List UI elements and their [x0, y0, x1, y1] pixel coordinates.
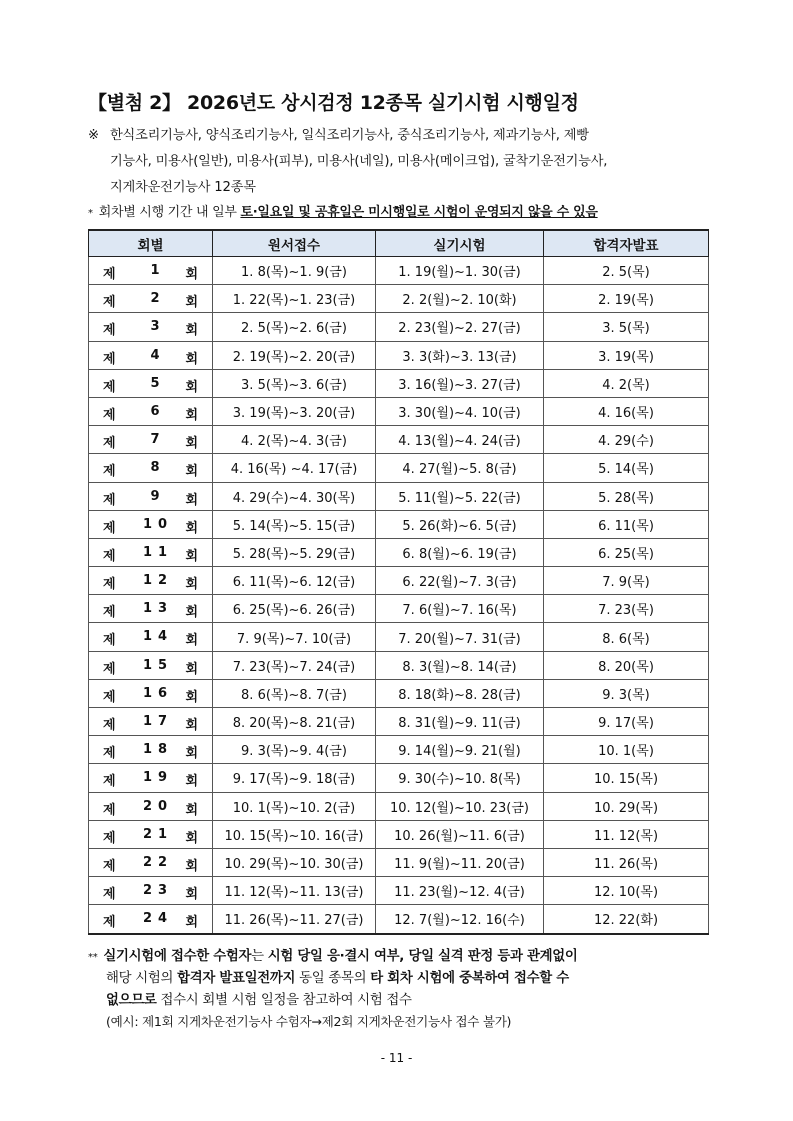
result-date: 4. 29(수)	[544, 426, 709, 454]
header-round: 회별	[89, 230, 213, 257]
result-date: 2. 5(목)	[544, 257, 709, 285]
exam-period: 8. 3(월)~8. 14(금)	[376, 651, 544, 679]
round-cell	[89, 708, 213, 736]
holiday-note-bold: 토·일요일 및 공휴일은 미시행일로 시험이 운영되지 않을 수 있음	[240, 205, 598, 220]
round-prefix: 제	[103, 464, 116, 480]
table-header-row	[89, 230, 709, 257]
round-cell	[89, 567, 213, 595]
round-number: 11	[142, 544, 174, 560]
round-cell	[89, 623, 213, 651]
footnote-line-3: 없으므로 접수시 회별 시험 일정을 참고하여 시험 접수	[106, 993, 412, 1008]
round-prefix: 제	[103, 689, 116, 705]
round-suffix: 회	[185, 548, 198, 564]
result-date: 4. 2(목)	[544, 369, 709, 397]
application-period: 10. 1(목)~10. 2(금)	[213, 792, 376, 820]
round-prefix: 제	[103, 774, 116, 790]
round-cell	[89, 877, 213, 905]
exam-period: 7. 6(월)~7. 16(목)	[376, 595, 544, 623]
round-prefix: 제	[103, 633, 116, 649]
round-number: 2	[150, 291, 166, 307]
result-date: 6. 25(목)	[544, 538, 709, 566]
application-period: 4. 16(목) ~4. 17(금)	[213, 454, 376, 482]
round-number: 4	[150, 347, 166, 363]
round-suffix: 회	[185, 520, 198, 536]
round-suffix: 회	[185, 605, 198, 621]
round-number: 13	[142, 601, 174, 617]
application-period: 1. 8(목)~1. 9(금)	[213, 257, 376, 285]
application-period: 2. 19(목)~2. 20(금)	[213, 341, 376, 369]
round-suffix: 회	[185, 887, 198, 903]
exam-period: 9. 14(월)~9. 21(월)	[376, 736, 544, 764]
table-row	[89, 679, 709, 707]
round-prefix: 제	[103, 746, 116, 762]
round-prefix: 제	[103, 577, 116, 593]
exam-period: 5. 11(월)~5. 22(금)	[376, 482, 544, 510]
round-prefix: 제	[103, 915, 116, 931]
round-prefix: 제	[103, 830, 116, 846]
table-row	[89, 567, 709, 595]
round-prefix: 제	[103, 887, 116, 903]
result-date: 12. 10(목)	[544, 877, 709, 905]
round-number: 3	[150, 319, 166, 335]
round-suffix: 회	[185, 492, 198, 508]
round-cell	[89, 341, 213, 369]
table-row	[89, 905, 709, 934]
round-suffix: 회	[185, 577, 198, 593]
header-result: 합격자발표	[544, 230, 709, 257]
round-suffix: 회	[185, 689, 198, 705]
round-cell	[89, 764, 213, 792]
table-row	[89, 764, 709, 792]
note-line-3: 지게차운전기능사 12종목	[110, 180, 256, 195]
round-number: 21	[142, 826, 174, 842]
table-row	[89, 426, 709, 454]
round-prefix: 제	[103, 267, 116, 282]
result-date: 7. 23(목)	[544, 595, 709, 623]
result-date: 11. 26(목)	[544, 848, 709, 876]
round-cell	[89, 397, 213, 425]
round-suffix: 회	[185, 915, 198, 931]
exam-period: 10. 26(월)~11. 6(금)	[376, 820, 544, 848]
header-application: 원서접수	[213, 230, 376, 257]
table-row	[89, 285, 709, 313]
round-suffix: 회	[185, 351, 198, 367]
application-period: 1. 22(목)~1. 23(금)	[213, 285, 376, 313]
holiday-note	[88, 201, 598, 220]
round-number: 12	[142, 573, 174, 589]
round-suffix: 회	[185, 267, 198, 282]
application-period: 11. 12(목)~11. 13(금)	[213, 877, 376, 905]
round-cell	[89, 369, 213, 397]
exam-period: 10. 12(월)~10. 23(금)	[376, 792, 544, 820]
round-prefix: 제	[103, 351, 116, 367]
table-row	[89, 595, 709, 623]
exam-period: 11. 23(월)~12. 4(금)	[376, 877, 544, 905]
document-title: 【별첨 2】 2026년도 상시검정 12종목 실기시험 시행일정	[88, 92, 579, 114]
round-cell	[89, 313, 213, 341]
table-row	[89, 820, 709, 848]
table-row	[89, 257, 709, 285]
footnote-line-1: ** 실기시험에 접수한 수험자는 시험 당일 응·결시 여부, 당일 실격 판정 등과 관계없이	[88, 949, 578, 964]
header-exam: 실기시험	[376, 230, 544, 257]
exam-period: 3. 16(월)~3. 27(금)	[376, 369, 544, 397]
result-date: 10. 15(목)	[544, 764, 709, 792]
round-suffix: 회	[185, 774, 198, 790]
table-row	[89, 397, 709, 425]
table-row	[89, 538, 709, 566]
round-prefix: 제	[103, 858, 116, 874]
application-period: 6. 11(목)~6. 12(금)	[213, 567, 376, 595]
round-prefix: 제	[103, 520, 116, 536]
double-asterisk-mark: **	[88, 952, 98, 963]
round-number: 20	[142, 798, 174, 814]
application-period: 10. 29(목)~10. 30(금)	[213, 848, 376, 876]
round-number: 23	[142, 883, 174, 899]
round-number: 1	[150, 263, 166, 278]
round-number: 6	[150, 403, 166, 419]
round-prefix: 제	[103, 379, 116, 395]
round-cell	[89, 510, 213, 538]
round-number: 15	[142, 657, 174, 673]
round-suffix: 회	[185, 830, 198, 846]
application-period: 4. 2(목)~4. 3(금)	[213, 426, 376, 454]
application-period: 6. 25(목)~6. 26(금)	[213, 595, 376, 623]
table-row	[89, 651, 709, 679]
round-cell	[89, 679, 213, 707]
holiday-note-plain: 회차별 시행 기간 내 일부	[98, 205, 241, 220]
round-cell	[89, 792, 213, 820]
result-date: 2. 19(목)	[544, 285, 709, 313]
exam-period: 1. 19(월)~1. 30(금)	[376, 257, 544, 285]
round-cell	[89, 848, 213, 876]
note-line-2: 기능사, 미용사(일반), 미용사(피부), 미용사(네일), 미용사(메이크업), 굴착기운전기능사,	[110, 154, 608, 169]
exam-period: 8. 31(월)~9. 11(금)	[376, 708, 544, 736]
round-suffix: 회	[185, 379, 198, 395]
round-number: 5	[150, 375, 166, 391]
round-number: 8	[150, 460, 166, 476]
result-date: 5. 28(목)	[544, 482, 709, 510]
application-period: 2. 5(목)~2. 6(금)	[213, 313, 376, 341]
round-suffix: 회	[185, 802, 198, 818]
round-suffix: 회	[185, 323, 198, 339]
result-date: 3. 19(목)	[544, 341, 709, 369]
round-cell	[89, 426, 213, 454]
result-date: 7. 9(목)	[544, 567, 709, 595]
exam-period: 9. 30(수)~10. 8(목)	[376, 764, 544, 792]
result-date: 9. 3(목)	[544, 679, 709, 707]
asterisk-mark: *	[88, 208, 93, 219]
round-number: 7	[150, 432, 166, 448]
round-prefix: 제	[103, 605, 116, 621]
table-row	[89, 369, 709, 397]
round-cell	[89, 454, 213, 482]
round-suffix: 회	[185, 718, 198, 733]
exam-period: 4. 27(월)~5. 8(금)	[376, 454, 544, 482]
round-number: 16	[142, 685, 174, 701]
exam-period: 8. 18(화)~8. 28(금)	[376, 679, 544, 707]
result-date: 3. 5(목)	[544, 313, 709, 341]
table-row	[89, 510, 709, 538]
schedule-table	[88, 229, 709, 935]
table-row	[89, 792, 709, 820]
round-suffix: 회	[185, 633, 198, 649]
round-prefix: 제	[103, 718, 116, 733]
round-number: 14	[142, 629, 174, 645]
application-period: 10. 15(목)~10. 16(금)	[213, 820, 376, 848]
exam-period: 5. 26(화)~6. 5(금)	[376, 510, 544, 538]
footnote-example: (예시: 제1회 지게차운전기능사 수험자→제2회 지게차운전기능사 접수 불가)	[106, 1014, 512, 1029]
round-prefix: 제	[103, 661, 116, 677]
exam-period: 6. 8(월)~6. 19(금)	[376, 538, 544, 566]
result-date: 11. 12(목)	[544, 820, 709, 848]
application-period: 8. 6(목)~8. 7(금)	[213, 679, 376, 707]
round-prefix: 제	[103, 436, 116, 452]
table-row	[89, 708, 709, 736]
exam-period: 3. 3(화)~3. 13(금)	[376, 341, 544, 369]
round-cell	[89, 482, 213, 510]
table-row	[89, 623, 709, 651]
table-row	[89, 877, 709, 905]
table-row	[89, 482, 709, 510]
round-number: 22	[142, 854, 174, 870]
result-date: 5. 14(목)	[544, 454, 709, 482]
application-period: 5. 14(목)~5. 15(금)	[213, 510, 376, 538]
round-cell	[89, 651, 213, 679]
result-date: 4. 16(목)	[544, 397, 709, 425]
round-number: 24	[142, 911, 174, 927]
round-prefix: 제	[103, 323, 116, 339]
exam-period: 3. 30(월)~4. 10(금)	[376, 397, 544, 425]
round-number: 10	[142, 516, 174, 532]
round-suffix: 회	[185, 858, 198, 874]
note-line-1: 한식조리기능사, 양식조리기능사, 일식조리기능사, 중식조리기능사, 제과기능사, 제빵	[110, 128, 589, 143]
table-row	[89, 454, 709, 482]
application-period: 7. 23(목)~7. 24(금)	[213, 651, 376, 679]
result-date: 6. 11(목)	[544, 510, 709, 538]
round-number: 17	[142, 714, 174, 729]
application-period: 8. 20(목)~8. 21(금)	[213, 708, 376, 736]
result-date: 9. 17(목)	[544, 708, 709, 736]
round-cell	[89, 595, 213, 623]
application-period: 9. 17(목)~9. 18(금)	[213, 764, 376, 792]
application-period: 3. 5(목)~3. 6(금)	[213, 369, 376, 397]
application-period: 11. 26(목)~11. 27(금)	[213, 905, 376, 934]
round-suffix: 회	[185, 295, 198, 311]
table-row	[89, 341, 709, 369]
round-number: 9	[150, 488, 166, 504]
round-cell	[89, 285, 213, 313]
exam-period: 11. 9(월)~11. 20(금)	[376, 848, 544, 876]
round-suffix: 회	[185, 407, 198, 423]
round-prefix: 제	[103, 548, 116, 564]
round-prefix: 제	[103, 295, 116, 311]
round-cell	[89, 736, 213, 764]
round-cell	[89, 905, 213, 934]
round-prefix: 제	[103, 407, 116, 423]
result-date: 10. 29(목)	[544, 792, 709, 820]
exam-period: 2. 23(월)~2. 27(금)	[376, 313, 544, 341]
table-row	[89, 736, 709, 764]
exam-period: 4. 13(월)~4. 24(금)	[376, 426, 544, 454]
page-number: - 11 -	[380, 1051, 413, 1065]
round-cell	[89, 257, 213, 285]
exam-period: 7. 20(월)~7. 31(금)	[376, 623, 544, 651]
round-suffix: 회	[185, 661, 198, 677]
result-date: 8. 6(목)	[544, 623, 709, 651]
application-period: 4. 29(수)~4. 30(목)	[213, 482, 376, 510]
target-items-note	[88, 124, 589, 143]
application-period: 7. 9(목)~7. 10(금)	[213, 623, 376, 651]
result-date: 10. 1(목)	[544, 736, 709, 764]
round-prefix: 제	[103, 492, 116, 508]
round-suffix: 회	[185, 746, 198, 762]
round-cell	[89, 820, 213, 848]
table-row	[89, 313, 709, 341]
result-date: 12. 22(화)	[544, 905, 709, 934]
reference-mark: ※	[88, 128, 99, 143]
round-number: 18	[142, 742, 174, 758]
round-number: 19	[142, 770, 174, 786]
application-period: 9. 3(목)~9. 4(금)	[213, 736, 376, 764]
table-row	[89, 848, 709, 876]
exam-period: 6. 22(월)~7. 3(금)	[376, 567, 544, 595]
footnote-line-2: 해당 시험의 합격자 발표일전까지 동일 종목의 타 회차 시험에 중복하여 접수할 수	[106, 971, 569, 986]
application-period: 3. 19(목)~3. 20(금)	[213, 397, 376, 425]
round-cell	[89, 538, 213, 566]
application-period: 5. 28(목)~5. 29(금)	[213, 538, 376, 566]
round-prefix: 제	[103, 802, 116, 818]
exam-period: 12. 7(월)~12. 16(수)	[376, 905, 544, 934]
result-date: 8. 20(목)	[544, 651, 709, 679]
round-suffix: 회	[185, 436, 198, 452]
round-suffix: 회	[185, 464, 198, 480]
exam-period: 2. 2(월)~2. 10(화)	[376, 285, 544, 313]
